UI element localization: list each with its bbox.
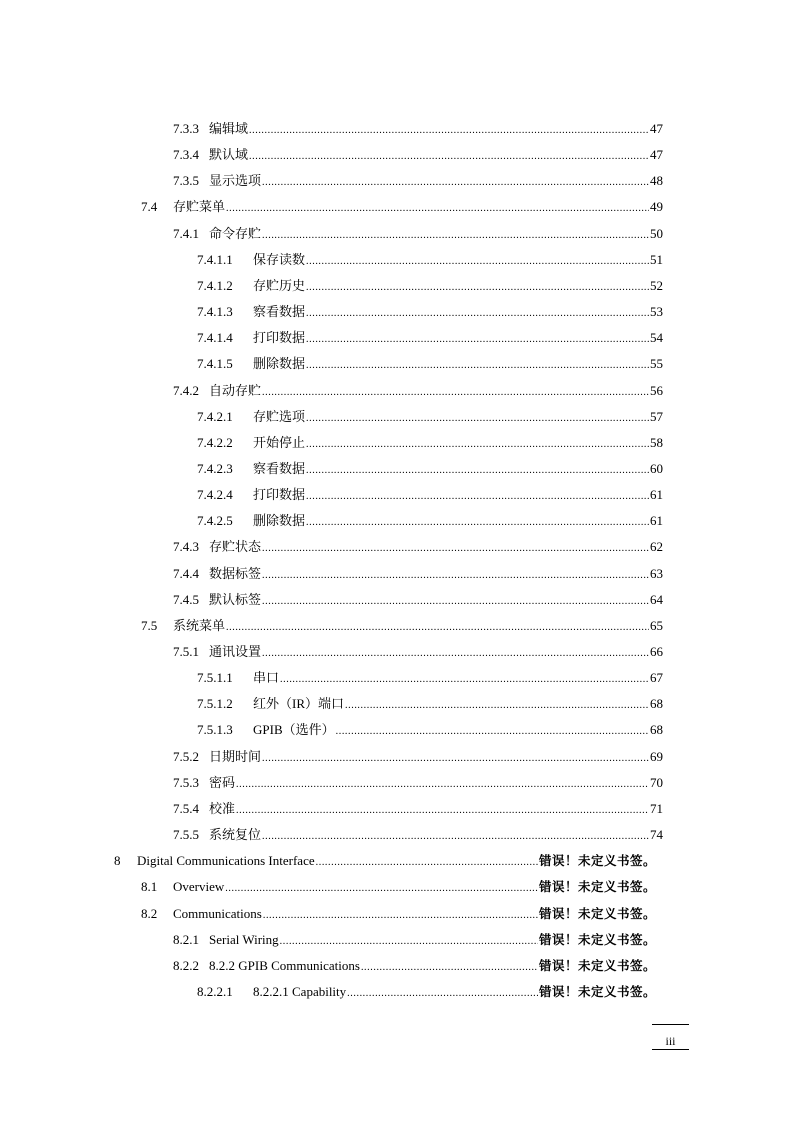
toc-entry-number: 7.5.3 xyxy=(173,774,199,790)
toc-entry-title: Overview xyxy=(173,879,225,895)
toc-entry-error-page: 错误！未定义书签。 xyxy=(538,931,656,947)
toc-entry-title: 数据标签 xyxy=(209,565,262,581)
toc-entry-page: 47 xyxy=(650,147,663,163)
toc-entry-title: 打印数据 xyxy=(253,487,306,503)
toc-entry-title: 存贮状态 xyxy=(209,539,262,555)
toc-entry-page: 65 xyxy=(650,617,663,633)
toc-entry-error-page: 错误！未定义书签。 xyxy=(538,905,656,921)
toc-dot-leader xyxy=(336,724,649,740)
toc-entry[interactable] xyxy=(197,487,663,503)
toc-entry-page: 63 xyxy=(650,565,663,581)
toc-entry-page: 68 xyxy=(650,696,663,712)
toc-dot-leader xyxy=(345,698,649,714)
toc-entry[interactable] xyxy=(197,722,663,738)
page-number: iii xyxy=(652,1034,689,1050)
toc-entry-number: 7.4.2.3 xyxy=(197,460,233,476)
toc-entry[interactable] xyxy=(197,252,663,268)
toc-dot-leader xyxy=(306,411,649,427)
toc-entry-page: 61 xyxy=(650,487,663,503)
toc-entry-number: 7.5.1.2 xyxy=(197,696,233,712)
toc-dot-leader xyxy=(262,175,649,191)
toc-entry-number: 7.5.1.3 xyxy=(197,722,233,738)
toc-dot-leader xyxy=(249,149,649,165)
toc-dot-leader xyxy=(347,986,538,1002)
toc-dot-leader xyxy=(262,568,649,584)
toc-dot-leader xyxy=(262,228,649,244)
toc-entry-title: 自动存贮 xyxy=(209,382,262,398)
toc-entry-page: 56 xyxy=(650,382,663,398)
toc-entry-title: 存贮选项 xyxy=(253,408,306,424)
toc-entry-page: 48 xyxy=(650,173,663,189)
toc-entry[interactable] xyxy=(197,670,663,686)
toc-entry[interactable] xyxy=(173,932,656,948)
toc-entry-number: 7.4.2.1 xyxy=(197,408,233,424)
toc-entry-title: 编辑域 xyxy=(209,121,249,136)
toc-entry-title: 开始停止 xyxy=(253,434,306,450)
toc-dot-leader xyxy=(280,672,649,688)
toc-entry-number: 7.4.1.4 xyxy=(197,330,233,346)
toc-entry-page: 64 xyxy=(650,591,663,607)
toc-entry-number: 8 xyxy=(114,853,121,869)
toc-entry[interactable] xyxy=(197,696,663,712)
toc-entry-title: 系统复位 xyxy=(209,827,262,843)
toc-entry-title: 日期时间 xyxy=(209,748,262,764)
toc-entry-number: 7.4.2 xyxy=(173,382,199,398)
toc-entry-page: 52 xyxy=(650,277,663,293)
toc-entry[interactable] xyxy=(197,356,663,372)
toc-entry-title: GPIB（选件） xyxy=(253,722,335,738)
toc-entry-number: 8.2.2 xyxy=(173,957,199,973)
toc-dot-leader xyxy=(226,201,649,217)
toc-entry-page: 57 xyxy=(650,408,663,424)
toc-entry[interactable] xyxy=(173,775,663,791)
toc-entry-page: 53 xyxy=(650,304,663,320)
toc-entry-page: 71 xyxy=(650,800,663,816)
toc-entry-title: 显示选项 xyxy=(209,173,262,189)
toc-entry[interactable] xyxy=(173,566,663,582)
toc-entry-number: 7.4.3 xyxy=(173,539,199,555)
toc-entry-number: 8.1 xyxy=(141,879,158,895)
toc-entry-error-page: 错误！未定义书签。 xyxy=(538,853,656,869)
toc-dot-leader xyxy=(280,934,538,950)
toc-entry-title: 存贮菜单 xyxy=(173,199,226,215)
toc-entry-title: 红外（IR）端口 xyxy=(253,696,345,712)
toc-entry-title: 察看数据 xyxy=(253,460,306,476)
toc-entry-page: 74 xyxy=(650,827,663,843)
toc-dot-leader xyxy=(262,385,649,401)
toc-entry[interactable] xyxy=(173,827,663,843)
toc-entry-page: 61 xyxy=(650,513,663,529)
toc-entry-number: 7.4.1.5 xyxy=(197,356,233,372)
toc-dot-leader xyxy=(306,437,649,453)
toc-entry-number: 7.3.5 xyxy=(173,173,199,189)
toc-entry-page: 70 xyxy=(650,774,663,790)
toc-entry-number: 7.4.2.5 xyxy=(197,513,233,529)
toc-dot-leader xyxy=(225,881,538,897)
toc-dot-leader xyxy=(262,541,649,557)
toc-entry-title: 删除数据 xyxy=(253,513,306,529)
toc-dot-leader xyxy=(306,515,649,531)
toc-entry-number: 7.4.5 xyxy=(173,591,199,607)
toc-entry-page: 54 xyxy=(650,330,663,346)
toc-dot-leader xyxy=(262,751,649,767)
toc-dot-leader xyxy=(306,332,649,348)
toc-entry-number: 7.5.2 xyxy=(173,748,199,764)
toc-dot-leader xyxy=(361,960,538,976)
toc-entry-title: 删除数据 xyxy=(253,356,306,372)
toc-entry-page: 60 xyxy=(650,460,663,476)
toc-dot-leader xyxy=(226,620,649,636)
toc-entry[interactable] xyxy=(141,618,663,634)
toc-entry-number: 8.2.2.1 xyxy=(197,983,233,999)
toc-entry-number: 8.2.1 xyxy=(173,931,199,947)
toc-dot-leader xyxy=(306,358,649,374)
toc-entry-number: 7.4.2.4 xyxy=(197,487,233,503)
toc-entry-number: 7.4.1.2 xyxy=(197,277,233,293)
toc-dot-leader xyxy=(262,646,649,662)
toc-entry[interactable] xyxy=(141,879,656,895)
toc-entry-title: 命令存贮 xyxy=(209,225,262,241)
toc-entry-title: 系统菜单 xyxy=(173,617,226,633)
toc-entry-title: 校准 xyxy=(209,800,236,816)
toc-entry-page: 58 xyxy=(650,434,663,450)
toc-dot-leader xyxy=(306,306,649,322)
toc-dot-leader xyxy=(306,254,649,270)
toc-entry-title: 串口 xyxy=(253,670,280,686)
toc-dot-leader xyxy=(306,280,649,296)
toc-entry[interactable] xyxy=(173,383,663,399)
toc-entry-title: 察看数据 xyxy=(253,304,306,320)
toc-entry-title: 存贮历史 xyxy=(253,277,306,293)
toc-entry-number: 7.4 xyxy=(141,199,158,215)
toc-entry[interactable] xyxy=(141,906,656,922)
toc-entry-title: 8.2.2 GPIB Communications xyxy=(209,957,360,973)
toc-entry-number: 7.4.2.2 xyxy=(197,434,233,450)
toc-entry-number: 7.4.1 xyxy=(173,225,199,241)
toc-entry-page: 62 xyxy=(650,539,663,555)
toc-entry-number: 7.4.1.3 xyxy=(197,304,233,320)
toc-entry[interactable] xyxy=(197,513,663,529)
toc-entry-number: 7.5.4 xyxy=(173,800,199,816)
toc-entry[interactable] xyxy=(173,226,663,242)
toc-entry-error-page: 错误！未定义书签。 xyxy=(538,983,656,999)
toc-dot-leader xyxy=(236,777,649,793)
toc-dot-leader xyxy=(263,908,538,924)
toc-entry[interactable] xyxy=(197,304,663,320)
toc-entry[interactable] xyxy=(173,121,663,137)
toc-entry-page: 50 xyxy=(650,225,663,241)
toc-entry-title: 密码 xyxy=(209,774,236,790)
toc-entry-page: 55 xyxy=(650,356,663,372)
toc-entry[interactable] xyxy=(197,461,663,477)
toc-dot-leader xyxy=(249,123,649,139)
toc-entry[interactable] xyxy=(197,409,663,425)
toc-entry-page: 47 xyxy=(650,121,663,136)
toc-entry-title: 默认标签 xyxy=(209,591,262,607)
toc-entry[interactable] xyxy=(173,644,663,660)
toc-entry-page: 68 xyxy=(650,722,663,738)
toc-dot-leader xyxy=(262,829,649,845)
toc-entry[interactable] xyxy=(197,435,663,451)
toc-entry-number: 7.3.4 xyxy=(173,147,199,163)
toc-entry-number: 7.4.1.1 xyxy=(197,251,233,267)
toc-entry[interactable] xyxy=(173,539,663,555)
toc-entry[interactable] xyxy=(173,147,663,163)
toc-dot-leader xyxy=(316,855,538,871)
toc-entry-page: 69 xyxy=(650,748,663,764)
toc-entry-number: 8.2 xyxy=(141,905,158,921)
toc-entry[interactable] xyxy=(173,173,663,189)
toc-entry-title: Digital Communications Interface xyxy=(137,853,315,869)
toc-entry-title: 默认域 xyxy=(209,147,249,163)
toc-entry-page: 66 xyxy=(650,644,663,659)
toc-entry[interactable] xyxy=(197,278,663,294)
toc-entry-page: 51 xyxy=(650,251,663,267)
toc-dot-leader xyxy=(306,463,649,479)
toc-entry-number: 7.5.1 xyxy=(173,644,199,659)
toc-entry[interactable] xyxy=(173,801,663,817)
toc-dot-leader xyxy=(236,803,649,819)
toc-entry-page: 49 xyxy=(650,199,663,215)
toc-entry[interactable] xyxy=(173,592,663,608)
toc-entry-number: 7.5 xyxy=(141,617,158,633)
toc-entry-number: 7.5.5 xyxy=(173,827,199,843)
toc-entry[interactable] xyxy=(141,199,663,215)
toc-entry-error-page: 错误！未定义书签。 xyxy=(538,879,656,895)
toc-entry-title: 保存读数 xyxy=(253,251,306,267)
toc-entry-error-page: 错误！未定义书签。 xyxy=(538,957,656,973)
toc-entry[interactable] xyxy=(197,984,656,1000)
toc-entry[interactable] xyxy=(197,330,663,346)
footer-rule xyxy=(652,1024,689,1025)
toc-entry-number: 7.3.3 xyxy=(173,121,199,136)
toc-entry[interactable] xyxy=(114,853,656,869)
toc-entry-page: 67 xyxy=(650,670,663,686)
toc-dot-leader xyxy=(306,489,649,505)
toc-entry-number: 7.4.4 xyxy=(173,565,199,581)
toc-entry-title: Serial Wiring xyxy=(209,931,279,947)
toc-entry-title: 打印数据 xyxy=(253,330,306,346)
toc-entry-title: 8.2.2.1 Capability xyxy=(253,983,347,999)
toc-dot-leader xyxy=(262,594,649,610)
toc-entry[interactable] xyxy=(173,749,663,765)
toc-entry[interactable] xyxy=(173,958,656,974)
toc-entry-title: Communications xyxy=(173,905,262,921)
toc-entry-number: 7.5.1.1 xyxy=(197,670,233,686)
toc-entry-title: 通讯设置 xyxy=(209,644,262,659)
